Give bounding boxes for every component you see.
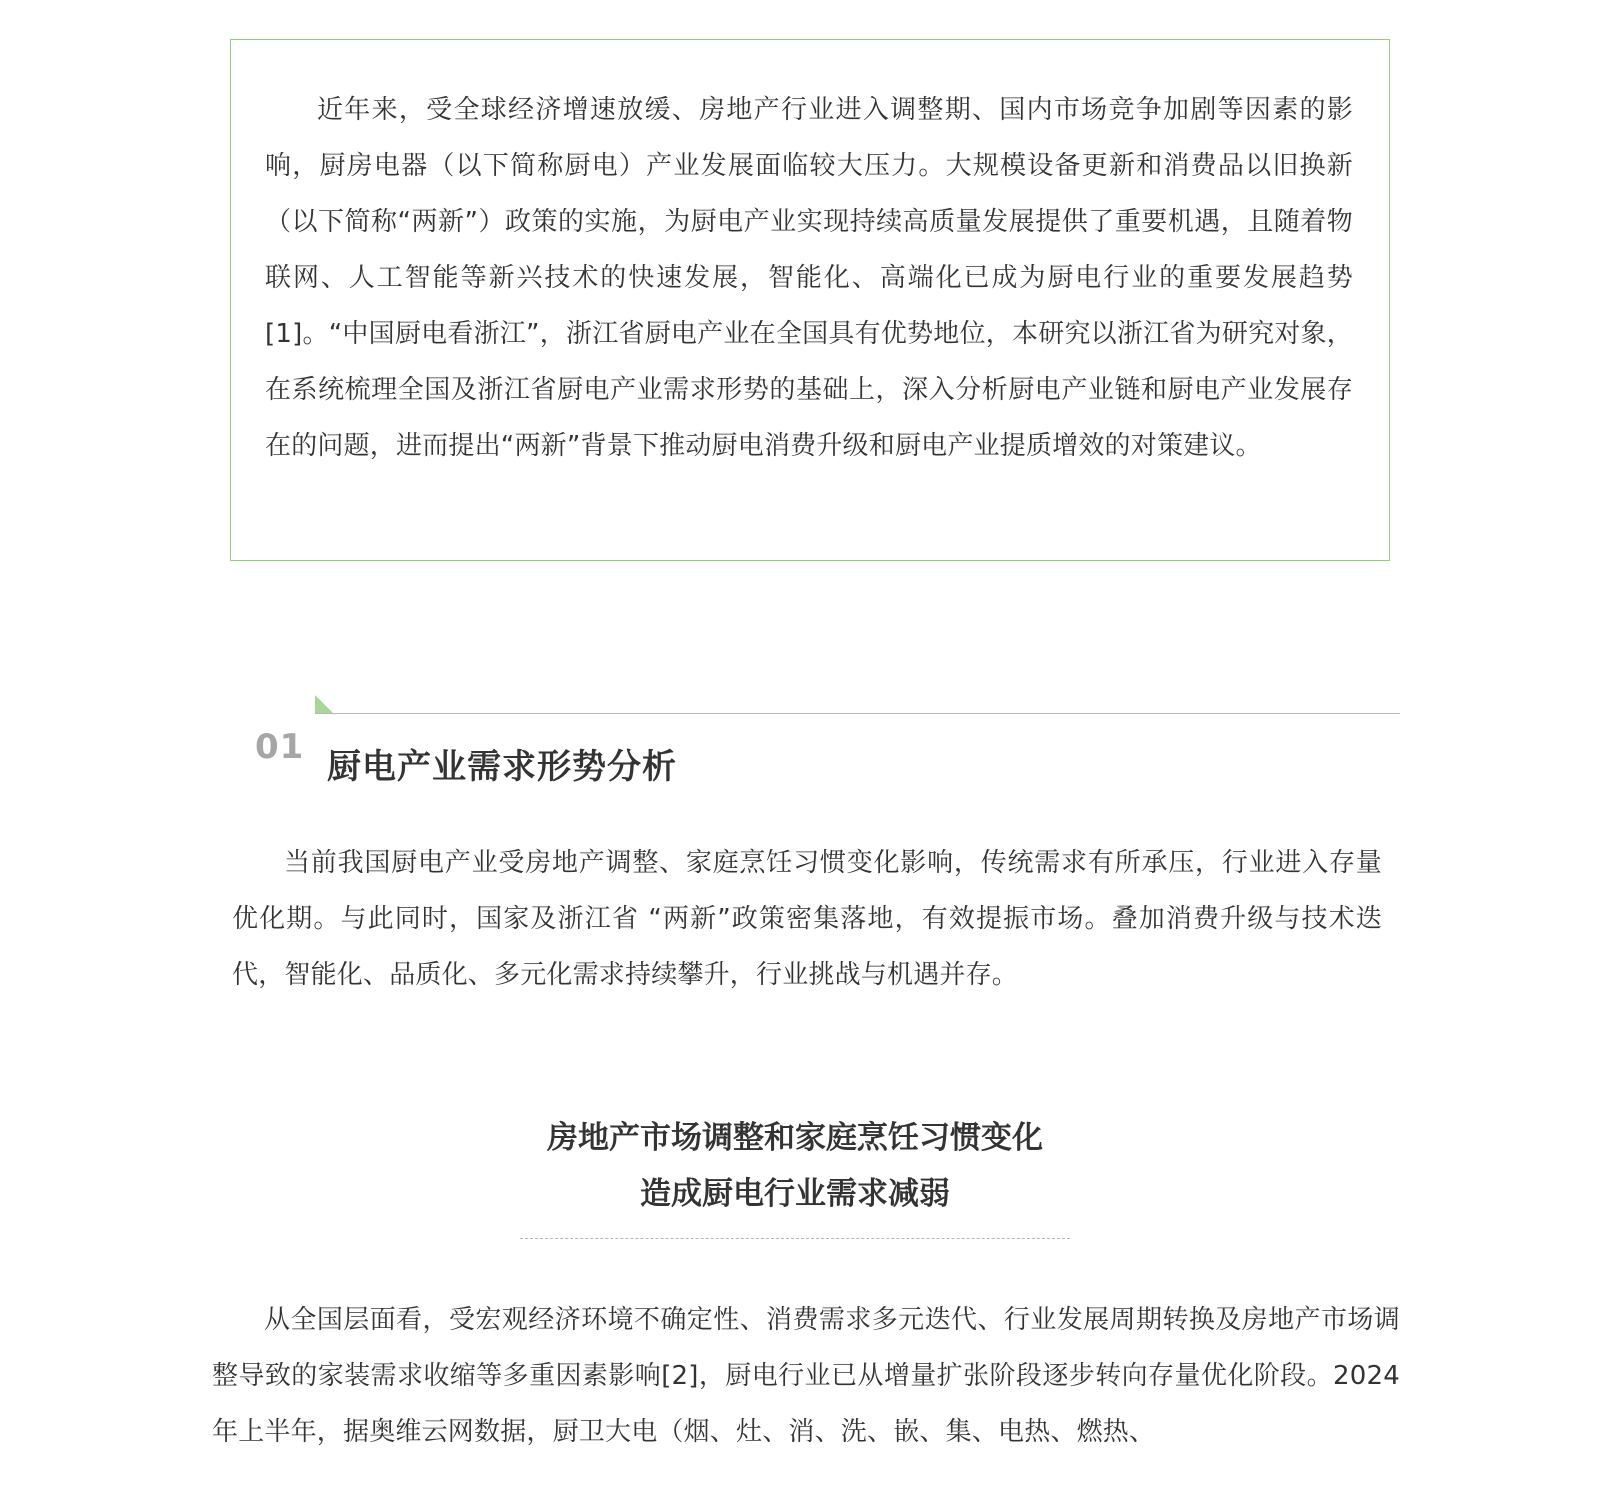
subsection-title-line1: 房地产市场调整和家庭烹饪习惯变化: [547, 1120, 1043, 1156]
section-body: [232, 835, 1382, 1003]
subsection-dashed-rule: [520, 1238, 1070, 1239]
subsection-heading: [520, 1110, 1070, 1239]
subsection-title-line2: 造成厨电行业需求减弱: [640, 1176, 950, 1212]
subsection-body: [212, 1292, 1400, 1460]
intro-paragraph: 近年来，受全球经济增速放缓、房地产行业进入调整期、国内市场竞争加剧等因素的影响，厨房电器（以下简称厨电）产业发展面临较大压力。大规模设备更新和消费品以旧换新（以下简称“两新”）政策的实施，为厨电产业实现持续高质量发展提供了重要机遇，且随着物联网、人工智能等新兴技术的快速发展，智能化、高端化已成为厨电行业的重要发展趋势[1]。“中国厨电看浙江”，浙江省厨电产业在全国具有优势地位，本研究以浙江省为研究对象，在系统梳理全国及浙江省厨电产业需求形势的基础上，深入分析厨电产业链和厨电产业发展存在的问题，进而提出“两新”背景下推动厨电消费升级和厨电产业提质增效的对策建议。: [265, 95, 1353, 461]
section-header: [255, 693, 1400, 787]
section-title: 厨电产业需求形势分析: [327, 747, 677, 787]
header-accent-triangle: [315, 695, 333, 713]
header-divider-line: [315, 713, 1400, 714]
subsection-paragraph: 从全国层面看，受宏观经济环境不确定性、消费需求多元迭代、行业发展周期转换及房地产市场调整导致的家装需求收缩等多重因素影响[2]，厨电行业已从增量扩张阶段逐步转向存量优化阶段。2024年上半年，据奥维云网数据，厨卫大电（烟、灶、消、洗、嵌、集、电热、燃热、: [212, 1305, 1400, 1447]
section-number: 01: [255, 727, 305, 767]
section-paragraph: 当前我国厨电产业受房地产调整、家庭烹饪习惯变化影响，传统需求有所承压，行业进入存量优化期。与此同时，国家及浙江省 “两新”政策密集落地，有效提振市场。叠加消费升级与技术迭代，智能化、品质化、多元化需求持续攀升，行业挑战与机遇并存。: [232, 848, 1382, 990]
intro-box: [230, 39, 1390, 561]
